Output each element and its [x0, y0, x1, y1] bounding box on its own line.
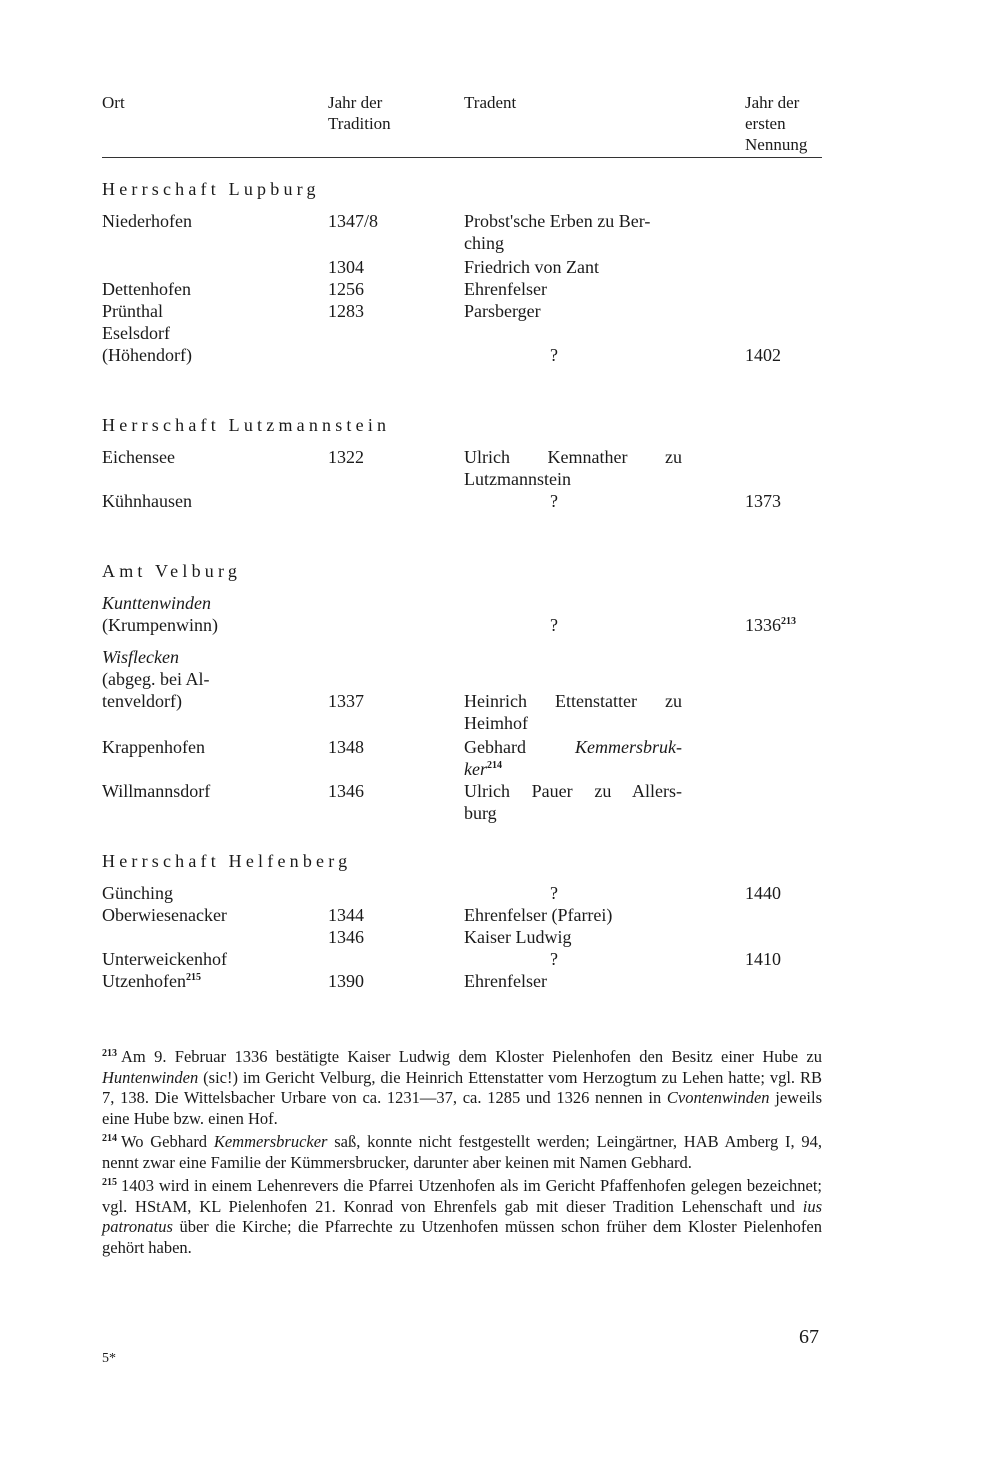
- tradent-cell: Heinrich Ettenstatter zu Heimhof: [464, 691, 682, 733]
- signature-mark: 5*: [102, 1351, 116, 1366]
- tradent-cell: ?: [550, 883, 558, 903]
- section-title-lutzmannstein: Herrschaft Lutzmannstein: [102, 415, 391, 435]
- header-jahr-tradition: Jahr der Tradition: [328, 93, 391, 133]
- tradent-cell: Gebhard Kemmersbruk- ker$^{214}$: [464, 737, 682, 779]
- jahr-cell: 1390: [328, 971, 364, 991]
- ort-cell: Kühnhausen: [102, 491, 192, 511]
- footnote-ref[interactable]: 215: [185, 972, 201, 983]
- jahr-cell: 1346: [328, 781, 364, 801]
- header-jahr-nennung: Jahr der ersten Nennung: [745, 93, 808, 154]
- nennung-cell: 1402: [745, 345, 781, 365]
- tradent-cell: ?: [550, 949, 558, 969]
- ort-cell: Prünthal: [102, 301, 163, 321]
- tradent-cell: ?: [550, 345, 558, 365]
- tradent-cell: Friedrich von Zant: [464, 257, 599, 277]
- jahr-cell: 1337: [328, 691, 364, 711]
- jahr-cell: 1348: [328, 737, 364, 757]
- nennung-cell: 1410: [745, 949, 781, 969]
- tradent-cell: Ulrich Kemnather zu Lutzmannstein: [464, 447, 682, 489]
- ort-cell: Wisflecken (abgeg. bei Al- tenveldorf): [102, 647, 210, 711]
- page-number: 67: [799, 1326, 819, 1348]
- ort-cell: Niederhofen: [102, 211, 192, 231]
- jahr-cell: 1256: [328, 279, 364, 299]
- jahr-cell: 1304: [328, 257, 364, 277]
- jahr-cell: 1346: [328, 927, 364, 947]
- footnote-214: $^{214}$ Wo Gebhard Kemmersbrucker saß, konnte nicht festgestellt werden; Leingärtner, HAB Amberg I, 94, nennt zwar eine Familie der Kümmersbrucker, darunter aber keinen mit Namen Gebhard.: [102, 1132, 822, 1172]
- ort-cell: Eichensee: [102, 447, 175, 467]
- ort-cell: Günching: [102, 883, 173, 903]
- footnote-215: $^{215}$ 1403 wird in einem Lehenrevers die Pfarrei Utzenhofen als im Gericht Pfaffenhofen gelegen bezeichnet; vgl. HStAM, KL Pielenhofen 21. Konrad von Ehrenfels gab mit dieser Tradition Lehenschaft und ius patronatus über die Kirche; die Pfarrechte zu Utzenhofen müssen schon früher dem Kloster Pielenhofen gehört haben.: [102, 1176, 822, 1257]
- nennung-cell: 1373: [745, 491, 781, 511]
- tradent-cell: Parsberger: [464, 301, 541, 321]
- tradent-cell: Ehrenfelser: [464, 279, 547, 299]
- footnote-213: $^{213}$ Am 9. Februar 1336 bestätigte Kaiser Ludwig dem Kloster Pielenhofen den Besitz einer Hube zu Huntenwinden (sic!) im Gericht Velburg, die Heinrich Ettenstatter vom Herzogtum zu Lehen hatte; vgl. RB 7, 138. Die Wittelsbacher Urbare von ca. 1231—37, ca. 1285 und 1326 nennen in Cvontenwinden jeweils eine Hube bzw. einen Hof.: [102, 1047, 822, 1128]
- jahr-cell: 1347/8: [328, 211, 379, 231]
- section-title-helfenberg: Herrschaft Helfenberg: [102, 851, 352, 871]
- ort-cell: Kunttenwinden (Krumpenwinn): [102, 593, 218, 635]
- ort-cell: Dettenhofen: [102, 279, 191, 299]
- ort-cell: Oberwiesenacker: [102, 905, 227, 925]
- ort-cell: Eselsdorf (Höhendorf): [102, 323, 192, 365]
- tradent-cell: Probst'sche Erben zu Ber- ching: [464, 211, 651, 253]
- ort-cell: Krappenhofen: [102, 737, 205, 757]
- jahr-cell: 1283: [328, 301, 364, 321]
- tradent-cell: Ehrenfelser (Pfarrei): [464, 905, 613, 925]
- ort-cell: Utzenhofen$^{215}$: [102, 971, 201, 991]
- tradent-cell: Ehrenfelser: [464, 971, 547, 991]
- tradent-cell: ?: [550, 615, 558, 635]
- header-tradent: Tradent: [464, 93, 517, 112]
- section-title-lupburg: Herrschaft Lupburg: [102, 179, 320, 199]
- nennung-cell: 1440: [745, 883, 781, 903]
- ort-cell: Willmannsdorf: [102, 781, 211, 801]
- footnote-ref[interactable]: 213: [781, 616, 796, 627]
- footnote-ref[interactable]: 214: [486, 760, 502, 771]
- header-ort: Ort: [102, 93, 125, 112]
- section-title-velburg: Amt Velburg: [102, 561, 242, 581]
- header-rule: [102, 157, 822, 158]
- tradent-cell: Kaiser Ludwig: [464, 927, 572, 947]
- jahr-cell: 1322: [328, 447, 364, 467]
- tradent-cell: Ulrich Pauer zu Allers- burg: [464, 781, 682, 823]
- footnotes: [102, 1044, 822, 1258]
- ort-cell: Unterweickenhof: [102, 949, 227, 969]
- nennung-cell: 1336$^{213}$: [745, 615, 796, 635]
- tradent-cell: ?: [550, 491, 558, 511]
- jahr-cell: 1344: [328, 905, 364, 925]
